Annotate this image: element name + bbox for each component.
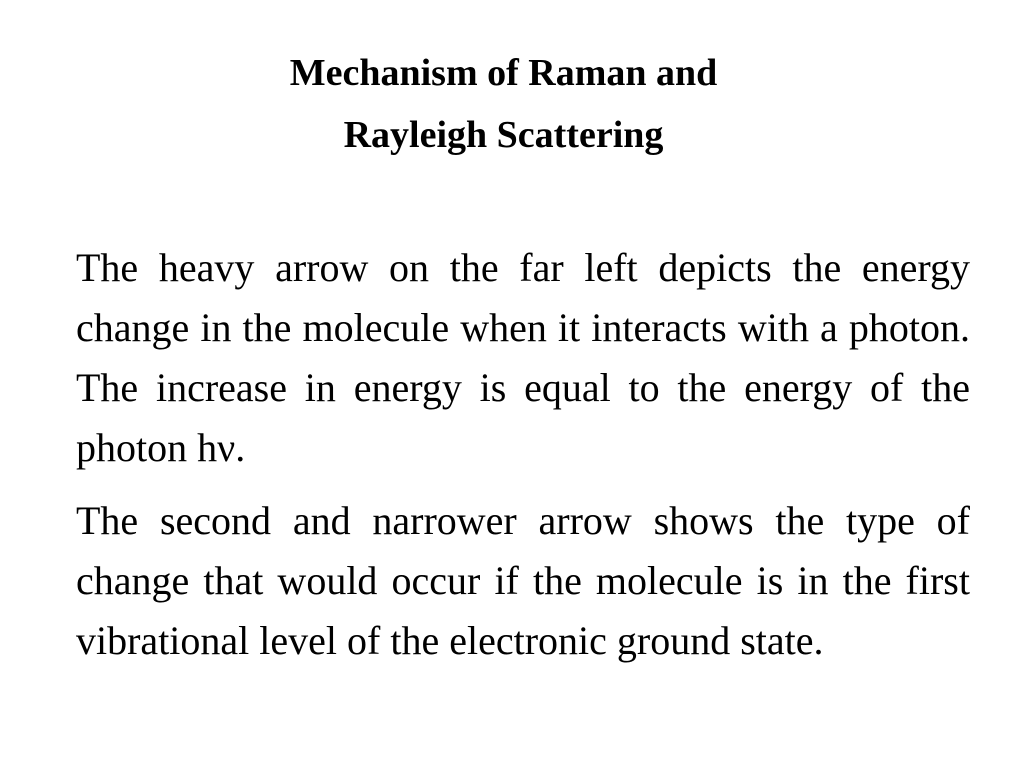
title-line-2: Rayleigh Scattering [343, 114, 664, 156]
paragraph-narrow-arrow: The second and narrower arrow shows the type of change that would occur if the molecule is in the first vibrational level of the electronic ground state. [76, 498, 970, 663]
slide-title [0, 42, 1007, 166]
title-line-1: Mechanism of Raman and [289, 52, 718, 94]
paragraph-heavy-arrow: The heavy arrow on the far left depicts the energy change in the molecule when it interacts with a photon. The increase in energy is equal to the energy of the photon hν. [76, 245, 970, 470]
slide-body [76, 238, 970, 684]
